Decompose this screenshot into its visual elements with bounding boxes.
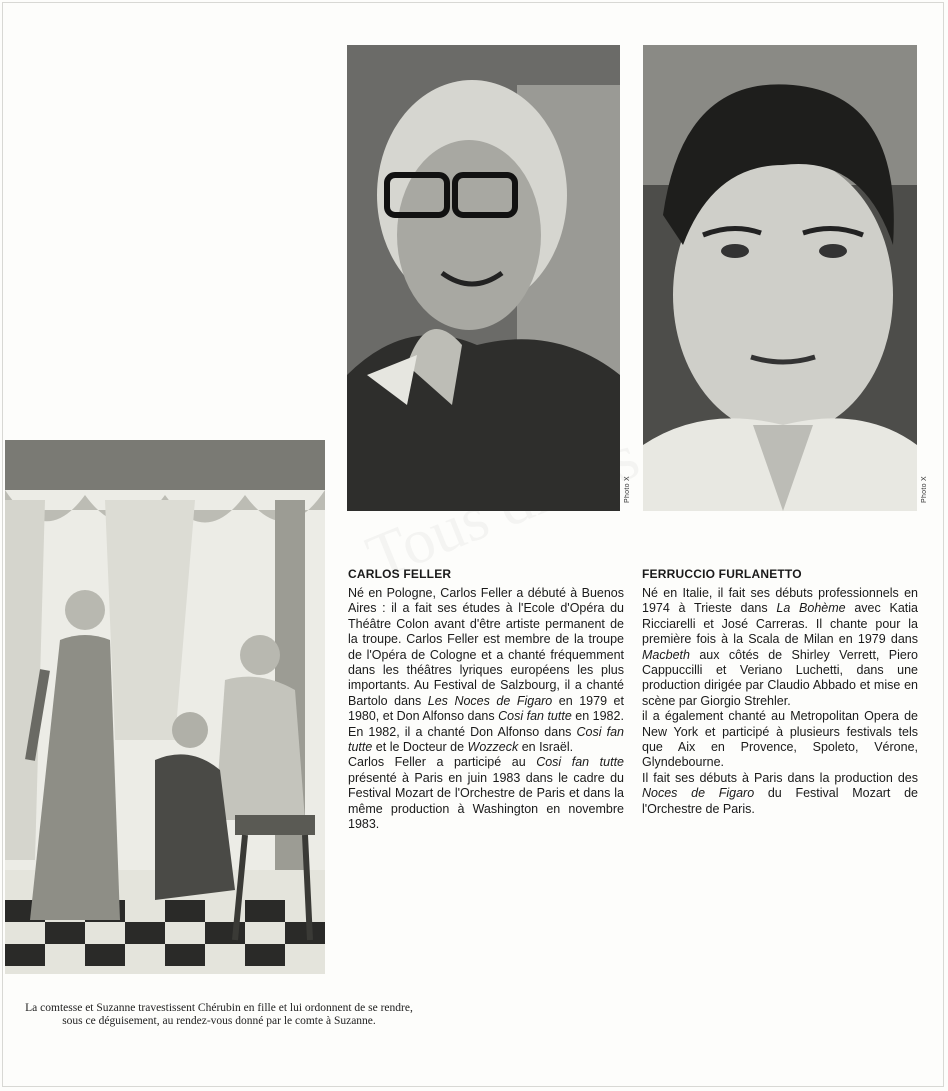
feller-photo <box>347 45 620 511</box>
feller-bio-paragraph-3: Carlos Feller a participé au Cosi fan tutte présenté à Paris en juin 1983 dans le cadre du Festival Mozart de l'Orchestre de Paris et dans la même production à Washington en novembre 1983. <box>348 755 624 832</box>
furlanetto-bio <box>642 586 918 817</box>
feller-bio-paragraph-1: Né en Pologne, Carlos Feller a débuté à Buenos Aires : il a fait ses études à l'Ecole d'Opéra du Théâtre Colon avant d'être artiste permanent de la troupe. Carlos Feller est membre de la troupe de l'Opéra de Cologne et a chanté fréquemment dans les théâtres lyriques européens les plus importants. Au Festival de Salzbourg, il a chanté Bartolo dans Les Noces de Figaro en 1979 et 1980, et Don Alfonso dans Cosi fan tutte en 1982. <box>348 586 624 724</box>
furlanetto-photo-credit: Photo X <box>921 476 928 504</box>
furlanetto-bio-paragraph-3: Il fait ses débuts à Paris dans la production des Noces de Figaro du Festival Mozart de l'Orchestre de Paris. <box>642 770 918 816</box>
furlanetto-bio-paragraph-1: Né en Italie, il fait ses débuts professionnels en 1974 à Trieste dans La Bohème avec Katia Ricciarelli et José Carreras. Il chante pour la première fois à la Scala de Milan en 1979 dans Macbeth aux côtés de Shirley Verrett, Piero Cappuccilli et Veriano Luchetti, dans une production dirigée par Claudio Abbado et mise en scène par Giorgio Strehler. <box>642 586 919 708</box>
engraving-caption: La comtesse et Suzanne travestissent Chérubin en fille et lui ordonnent de se rendre, sous ce déguisement, au rendez-vous donné par le comte à Suzanne. <box>25 1002 413 1027</box>
engraving-illustration <box>5 440 325 974</box>
furlanetto-photo <box>643 45 917 511</box>
feller-photo-credit: Photo X <box>624 476 631 504</box>
feller-bio-paragraph-2: En 1982, il a chanté Don Alfonso dans Cosi fan tutte et le Docteur de Wozzeck en Israël. <box>348 724 624 755</box>
furlanetto-name: FERRUCCIO FURLANETTO <box>642 567 802 581</box>
furlanetto-bio-paragraph-2: il a également chanté au Metropolitan Opera de New York et participé à plusieurs festivals tels que Aix en Provence, Spoleto, Vérone, Glyndebourne. <box>642 709 918 770</box>
feller-name: CARLOS FELLER <box>348 567 452 581</box>
feller-bio <box>348 586 624 833</box>
